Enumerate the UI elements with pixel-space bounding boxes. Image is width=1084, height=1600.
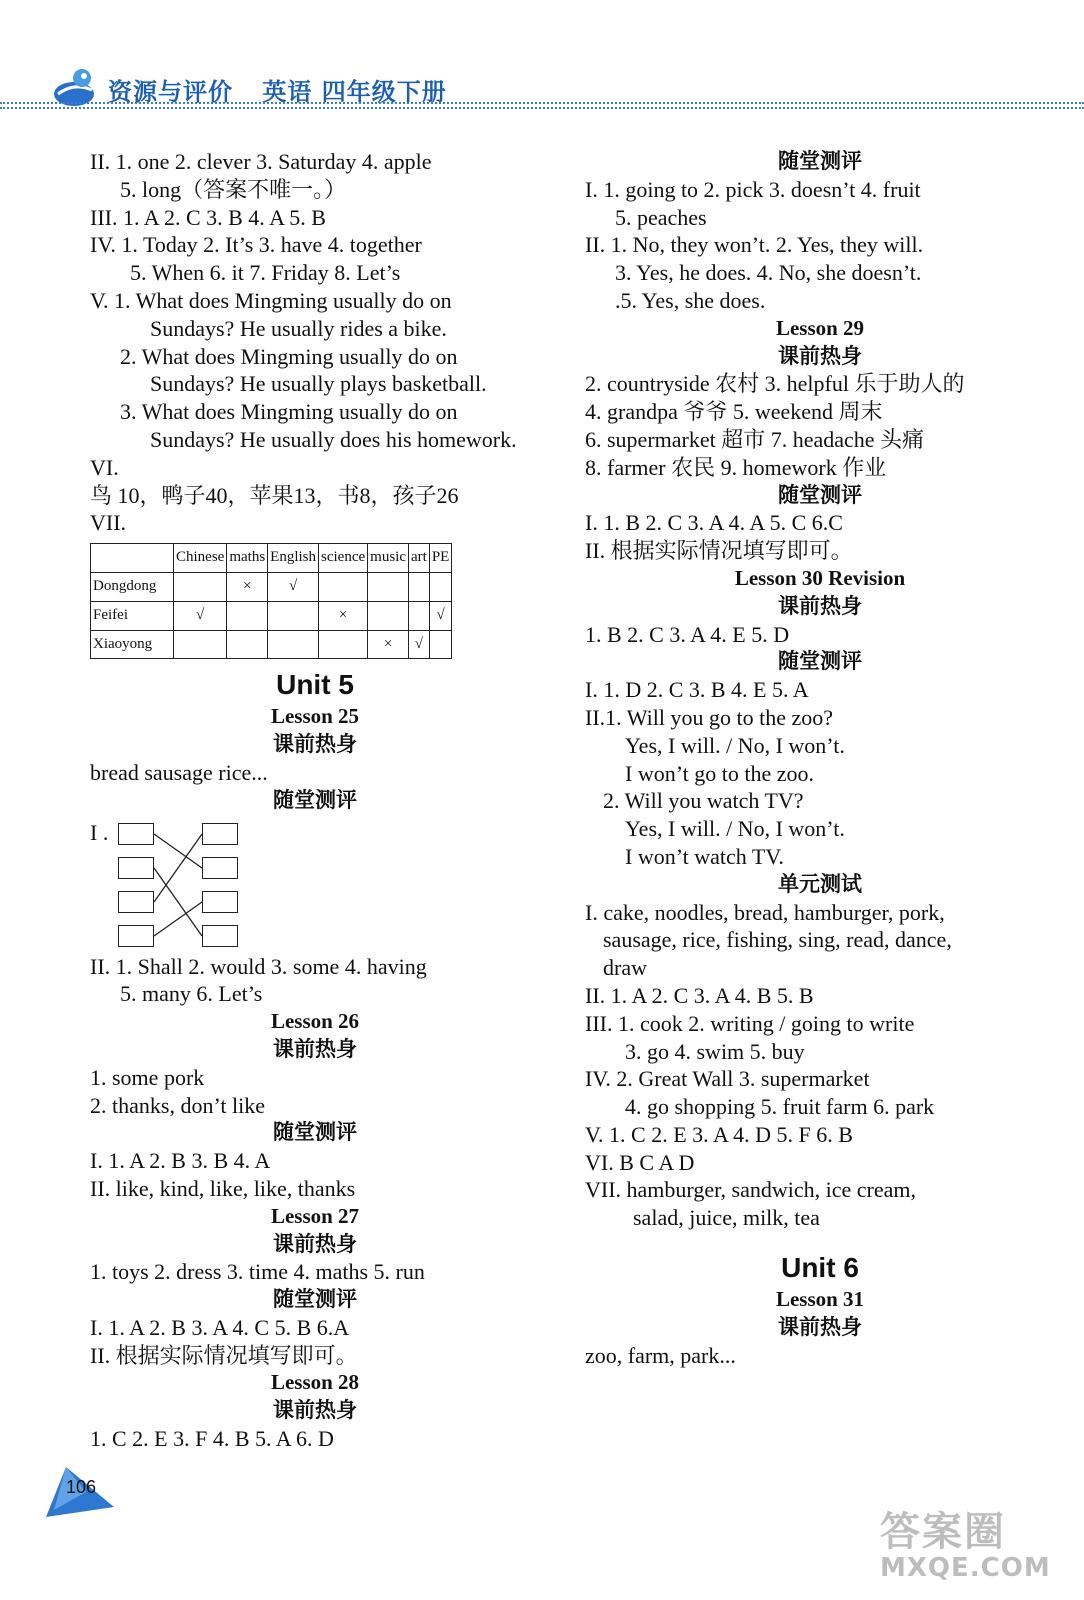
answer-line: I won’t go to the zoo. [625, 760, 815, 786]
table-cell [429, 630, 452, 659]
table-cell [174, 572, 227, 601]
table-cell [319, 572, 368, 601]
answer-line: V. 1. What does Mingming usually do on [90, 287, 452, 313]
page-header [0, 62, 1084, 120]
answer-line: II. 1. No, they won’t. 2. Yes, they will. [585, 232, 924, 258]
answer-line: II.1. Will you go to the zoo? [585, 704, 833, 730]
answer-line: draw [603, 955, 647, 981]
answer-line: 2. What does Mingming usually do on [120, 343, 458, 369]
section-heading: 随堂测评 [273, 787, 357, 812]
table-cell [174, 630, 227, 659]
watermark [880, 1500, 1051, 1583]
answer-line: IV. 1. Today 2. It’s 3. have 4. together [90, 232, 422, 258]
table-header: English [268, 544, 319, 573]
answer-line: 1. C 2. E 3. F 4. B 5. A 6. D [90, 1426, 334, 1452]
answer-line: Yes, I will. / No, I won’t. [625, 732, 845, 758]
left-column [90, 148, 540, 1453]
row-label: Dongdong [91, 572, 174, 601]
table-cell: √ [409, 630, 430, 659]
answer-line: I. 1. A 2. B 3. B 4. A [90, 1148, 271, 1174]
row-label: Feifei [91, 601, 174, 630]
lesson-heading: Lesson 25 [270, 704, 360, 729]
section-heading: 随堂测评 [778, 149, 862, 173]
table-cell [409, 601, 430, 630]
answer-line: III. 1. A 2. C 3. B 4. A 5. B [90, 204, 326, 230]
lesson-heading: Lesson 28 [270, 1370, 360, 1395]
table-cell [409, 572, 430, 601]
row-label: Xiaoyong [91, 630, 174, 659]
answer-line: Yes, I will. / No, I won’t. [625, 816, 845, 842]
table-header: art [409, 544, 430, 573]
table-header-row [91, 544, 452, 573]
subject-table [90, 543, 452, 659]
answer-line: Sundays? He usually does his homework. [150, 426, 517, 452]
table-row [91, 601, 452, 630]
section-heading: 课前热身 [273, 1398, 357, 1423]
answer-line: 3. go 4. swim 5. buy [625, 1038, 805, 1064]
lesson-heading: Lesson 31 [775, 1287, 865, 1312]
unit-heading: Unit 5 [276, 669, 354, 701]
section-heading: 单元测试 [778, 871, 862, 896]
answer-line: VII. hamburger, sandwich, ice cream, [585, 1177, 917, 1203]
table-cell [227, 630, 268, 659]
section-heading: 课前热身 [273, 732, 357, 757]
section-heading: 课前热身 [778, 343, 862, 368]
answer-line: II. 1. one 2. clever 3. Saturday 4. apple [90, 149, 432, 174]
answer-line: I. 1. D 2. C 3. B 4. E 5. A [585, 677, 809, 703]
lesson-heading: Lesson 30 Revision [734, 565, 906, 590]
answer-line: 3. What does Mingming usually do on [120, 399, 458, 425]
answer-line: I. cake, noodles, bread, hamburger, pork, [585, 899, 945, 925]
page-number: 106 [66, 1477, 97, 1497]
section-heading: 随堂测评 [273, 1287, 357, 1312]
answer-line: Sundays? He usually plays basketball. [150, 371, 487, 397]
answer-line: V. 1. C 2. E 3. A 4. D 5. F 6. B [585, 1121, 853, 1147]
table-header: maths [227, 544, 268, 573]
answer-line: .5. Yes, she does. [615, 287, 766, 313]
answer-line: 8. farmer 农民 9. homework 作业 [585, 454, 887, 480]
section-heading: 课前热身 [778, 1314, 862, 1339]
answer-line: IV. 2. Great Wall 3. supermarket [585, 1066, 870, 1092]
table-cell [227, 601, 268, 630]
answer-line: 4. go shopping 5. fruit farm 6. park [625, 1094, 935, 1120]
answer-line: sausage, rice, fishing, sing, read, dance, [603, 927, 952, 953]
answer-line: 6. supermarket 超市 7. headache 头痛 [585, 426, 925, 452]
section-heading: 课前热身 [778, 593, 862, 618]
answer-line: 5. When 6. it 7. Friday 8. Let’s [130, 260, 401, 286]
section-heading: 随堂测评 [778, 649, 862, 674]
match-label: I . [90, 819, 109, 845]
answer-line: II. 1. A 2. C 3. A 4. B 5. B [585, 982, 814, 1008]
header-divider [0, 102, 1084, 109]
answer-line: 2. Will you watch TV? [603, 788, 804, 814]
answer-line: 1. toys 2. dress 3. time 4. maths 5. run [90, 1259, 425, 1285]
section-heading: 随堂测评 [778, 482, 862, 507]
table-cell [91, 544, 174, 573]
table-cell [268, 630, 319, 659]
table-cell: √ [429, 601, 452, 630]
table-row [91, 572, 452, 601]
answer-line: III. 1. cook 2. writing / going to write [585, 1010, 915, 1036]
table-cell [368, 601, 409, 630]
answer-line: I. 1. B 2. C 3. A 4. A 5. C 6.C [585, 510, 843, 536]
answer-line: I won’t watch TV. [625, 843, 784, 869]
answer-line: zoo, farm, park... [585, 1342, 736, 1368]
section-heading: 随堂测评 [273, 1120, 357, 1145]
lesson-heading: Lesson 29 [775, 315, 865, 340]
watermark-title: 答案圈 [880, 1509, 1006, 1555]
table-cell [268, 601, 319, 630]
answer-line: 1. B 2. C 3. A 4. E 5. D [585, 621, 790, 647]
answer-line: II. 根据实际情况填写即可。 [90, 1342, 358, 1368]
answer-line: I. 1. going to 2. pick 3. doesn’t 4. fruit [585, 176, 921, 202]
table-cell: × [319, 601, 368, 630]
lesson-heading: Lesson 26 [270, 1009, 360, 1034]
table-cell [319, 630, 368, 659]
answer-line: salad, juice, milk, tea [633, 1205, 820, 1231]
answer-line: 5. peaches [615, 204, 707, 230]
answer-line: VII. [90, 510, 127, 536]
table-cell [368, 572, 409, 601]
table-cell: × [227, 572, 268, 601]
answer-line: 1. some pork [90, 1064, 205, 1090]
section-heading: 课前热身 [273, 1231, 357, 1256]
matching-diagram [90, 819, 540, 947]
brand-name: 资源与评价 [108, 78, 233, 106]
subject-name: 英语 四年级下册 [262, 78, 447, 106]
answer-line: 2. thanks, don’t like [90, 1092, 265, 1118]
table-header: music [368, 544, 409, 573]
table-cell [429, 572, 452, 601]
table-row [91, 630, 452, 659]
unit-heading: Unit 6 [781, 1252, 859, 1284]
answer-line: 4. grandpa 爷爷 5. weekend 周末 [585, 399, 883, 425]
answer-line: 5. long（答案不唯一。） [120, 176, 347, 202]
watermark-url: MXQE.COM [880, 1553, 1051, 1583]
answer-line: VI. B C A D [585, 1149, 695, 1175]
answer-line: II. 1. Shall 2. would 3. some 4. having [90, 953, 427, 979]
answer-line: 2. countryside 农村 3. helpful 乐于助人的 [585, 371, 965, 397]
table-header: PE [429, 544, 452, 573]
answer-line: 5. many 6. Let’s [120, 981, 263, 1007]
answer-line: Sundays? He usually rides a bike. [150, 315, 447, 341]
table-cell: √ [268, 572, 319, 601]
match-lines [90, 819, 250, 949]
answer-line: 3. Yes, he does. 4. No, she doesn’t. [615, 260, 922, 286]
answer-line: VI. [90, 454, 119, 480]
table-cell: √ [174, 601, 227, 630]
answer-line: I. 1. A 2. B 3. A 4. C 5. B 6.A [90, 1314, 350, 1340]
table-header: science [319, 544, 368, 573]
answer-line: 鸟 10，鸭子40，苹果13，书8，孩子26 [90, 482, 459, 508]
answer-line: II. 根据实际情况填写即可。 [585, 538, 853, 564]
answer-line: bread sausage rice... [90, 759, 268, 785]
table-cell: × [368, 630, 409, 659]
right-column [585, 148, 1055, 1369]
section-heading: 课前热身 [273, 1036, 357, 1061]
table-header: Chinese [174, 544, 227, 573]
answer-line: II. like, kind, like, like, thanks [90, 1175, 356, 1201]
lesson-heading: Lesson 27 [270, 1203, 360, 1228]
